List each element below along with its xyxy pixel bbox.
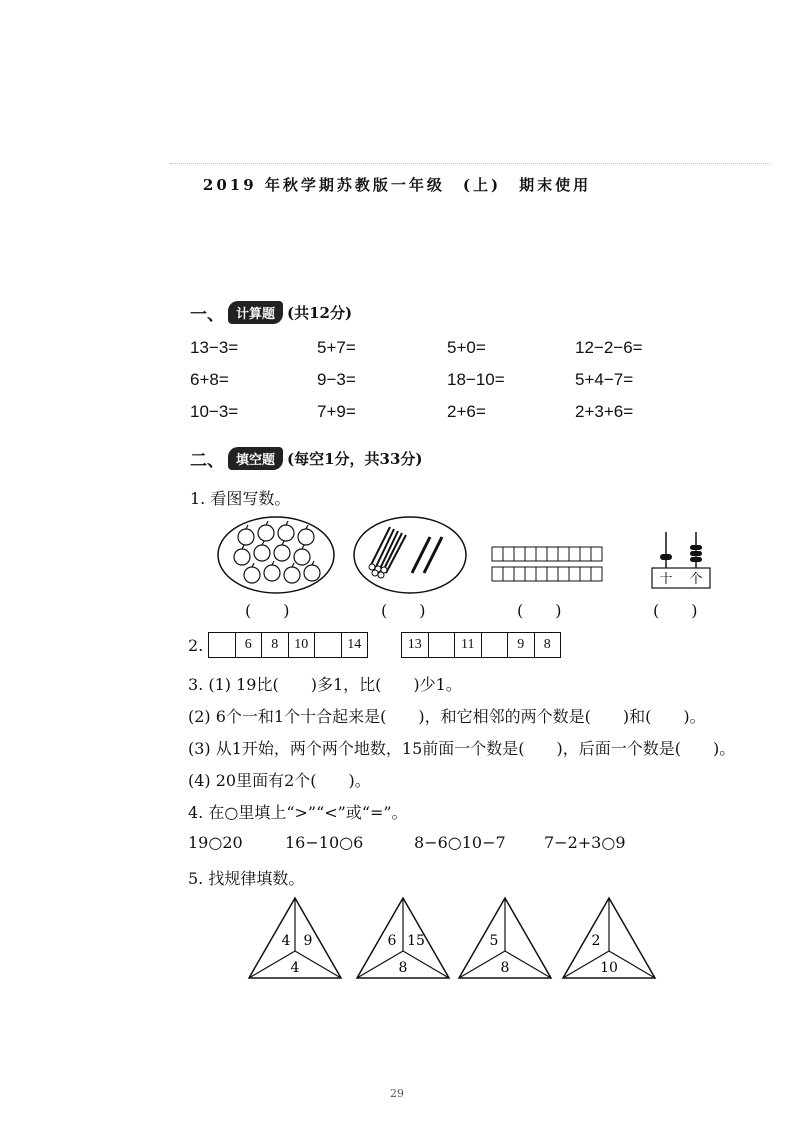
apple-icon bbox=[304, 565, 320, 581]
cube-icon bbox=[547, 567, 558, 581]
apple-stem bbox=[242, 545, 244, 549]
cube-icon bbox=[492, 547, 503, 561]
abacus-tens-label: 十 bbox=[659, 572, 673, 587]
cube-icon bbox=[525, 547, 536, 561]
apple-icon bbox=[254, 545, 270, 561]
sequence-cell[interactable] bbox=[429, 633, 456, 657]
answer-blank[interactable]: ( ) bbox=[381, 601, 426, 620]
sequence-cell: 8 bbox=[262, 633, 289, 657]
calc-item: 12−2−6= bbox=[575, 338, 643, 357]
section-1-badge: 计算题 bbox=[228, 301, 283, 324]
sequence-cell: 9 bbox=[508, 633, 535, 657]
sequence-cell: 13 bbox=[402, 633, 429, 657]
apple-icon bbox=[294, 549, 310, 565]
triangle-bottom-number: 8 bbox=[398, 960, 408, 976]
compare-item[interactable]: 16−10○6 bbox=[285, 833, 364, 852]
cube-icon bbox=[536, 567, 547, 581]
section-2-heading bbox=[190, 446, 423, 471]
cube-icon bbox=[558, 567, 569, 581]
sequence-cell: 6 bbox=[236, 633, 263, 657]
calc-item: 7+9= bbox=[317, 402, 356, 421]
question-2-label: 2. bbox=[188, 636, 204, 655]
apple-icon bbox=[274, 545, 290, 561]
apple-stem bbox=[292, 563, 294, 567]
page-title: 2019 年秋学期苏教版一年级 (上) 期末使用 bbox=[202, 176, 592, 194]
apple-icon bbox=[284, 567, 300, 583]
header-rule bbox=[170, 163, 770, 164]
section-2-badge: 填空题 bbox=[228, 447, 283, 470]
apple-stem bbox=[282, 541, 284, 545]
apple-stem bbox=[252, 563, 254, 567]
question-3-part-1: 3. (1) 19比( )多1，比( )少1。 bbox=[188, 675, 462, 694]
question-1-text: 1. 看图写数。 bbox=[190, 489, 291, 508]
cube-icon bbox=[558, 547, 569, 561]
triangle-left-number: 4 bbox=[281, 933, 291, 949]
calc-item: 5+0= bbox=[447, 338, 486, 357]
calc-item: 6+8= bbox=[190, 370, 229, 389]
cube-icon bbox=[591, 547, 602, 561]
section-1-heading bbox=[190, 300, 352, 325]
apple-stem bbox=[262, 541, 264, 545]
calc-item: 9−3= bbox=[317, 370, 356, 389]
calc-item: 2+3+6= bbox=[575, 402, 634, 421]
apple-stem bbox=[266, 521, 268, 525]
cube-icon bbox=[514, 567, 525, 581]
cube-icon bbox=[525, 567, 536, 581]
apple-icon bbox=[264, 565, 280, 581]
section-1-number: 一、 bbox=[190, 305, 224, 325]
triangle-bottom-number: 10 bbox=[600, 960, 618, 976]
apples-picture bbox=[216, 515, 336, 595]
question-3-part-2: (2) 6个一和1个十合起来是( )，和它相邻的两个数是( )和( )。 bbox=[188, 707, 706, 726]
cube-icon bbox=[580, 547, 591, 561]
sequence-cell[interactable] bbox=[209, 633, 236, 657]
cube-icon bbox=[514, 547, 525, 561]
sequence-cell: 10 bbox=[289, 633, 316, 657]
sequence-cell: 8 bbox=[543, 637, 551, 652]
question-5-text: 5. 找规律填数。 bbox=[188, 869, 305, 888]
compare-item[interactable]: 7−2+3○9 bbox=[544, 833, 626, 852]
calc-item: 2+6= bbox=[447, 402, 486, 421]
apple-stem bbox=[272, 561, 274, 565]
calc-item: 10−3= bbox=[190, 402, 239, 421]
section-1-note: (共12分) bbox=[287, 304, 353, 322]
compare-item[interactable]: 8−6○10−7 bbox=[414, 833, 506, 852]
cube-icon bbox=[569, 547, 580, 561]
question-3-part-3: (3) 从1开始，两个两个地数，15前面一个数是( )，后面一个数是( )。 bbox=[188, 739, 736, 758]
answer-blank[interactable]: ( ) bbox=[653, 601, 698, 620]
calc-item: 18−10= bbox=[447, 370, 505, 389]
cube-icon bbox=[503, 547, 514, 561]
sequence-cell: 14 bbox=[347, 637, 362, 652]
cube-icon bbox=[591, 567, 602, 581]
calc-item: 5+7= bbox=[317, 338, 356, 357]
apple-stem bbox=[312, 561, 314, 565]
question-3-part-4: (4) 20里面有2个( )。 bbox=[188, 771, 371, 790]
triangle-bottom-number: 8 bbox=[500, 960, 510, 976]
cube-icon bbox=[492, 567, 503, 581]
triangle-right-number: 15 bbox=[407, 933, 425, 949]
cube-icon bbox=[536, 547, 547, 561]
pattern-triangle-4 bbox=[560, 895, 658, 981]
cubes-picture bbox=[490, 543, 610, 585]
question-4-text: 4. 在○里填上“>”“<”或“=”。 bbox=[188, 803, 408, 822]
triangle-left-number: 6 bbox=[387, 933, 397, 949]
cube-icon bbox=[569, 567, 580, 581]
apple-icon bbox=[278, 525, 294, 541]
apple-icon bbox=[298, 529, 314, 545]
apple-stem bbox=[246, 525, 248, 529]
triangle-bottom-number: 4 bbox=[290, 960, 300, 976]
pattern-triangle-3 bbox=[456, 895, 554, 981]
sequence-cell[interactable] bbox=[315, 633, 342, 657]
calc-item: 13−3= bbox=[190, 338, 239, 357]
answer-blank[interactable]: ( ) bbox=[245, 601, 290, 620]
triangle-left-number: 2 bbox=[591, 933, 601, 949]
page-number: 29 bbox=[390, 1087, 404, 1100]
cube-icon bbox=[503, 567, 514, 581]
number-sequence-2 bbox=[401, 632, 561, 658]
sequence-cell[interactable] bbox=[482, 633, 509, 657]
compare-item[interactable]: 19○20 bbox=[188, 833, 243, 852]
abacus-picture bbox=[646, 530, 716, 590]
triangle-left-number: 5 bbox=[489, 933, 499, 949]
number-sequence-1 bbox=[208, 632, 368, 658]
apple-icon bbox=[238, 529, 254, 545]
apple-stem bbox=[286, 521, 288, 525]
section-2-note: (每空1分，共33分) bbox=[287, 450, 423, 468]
triangle-right-number: 9 bbox=[303, 933, 313, 949]
abacus-ones-label: 个 bbox=[689, 572, 703, 587]
pattern-triangle-2 bbox=[354, 895, 452, 981]
calc-item: 5+4−7= bbox=[575, 370, 634, 389]
sticks-picture bbox=[352, 515, 468, 595]
apple-stem bbox=[306, 525, 308, 529]
cube-icon bbox=[580, 567, 591, 581]
apple-stem bbox=[302, 545, 304, 549]
cube-icon bbox=[547, 547, 558, 561]
apple-icon bbox=[234, 549, 250, 565]
apple-icon bbox=[258, 525, 274, 541]
apple-icon bbox=[244, 567, 260, 583]
pattern-triangle-1 bbox=[246, 895, 344, 981]
sequence-cell: 11 bbox=[455, 633, 482, 657]
answer-blank[interactable]: ( ) bbox=[517, 601, 562, 620]
section-2-number: 二、 bbox=[190, 451, 224, 471]
